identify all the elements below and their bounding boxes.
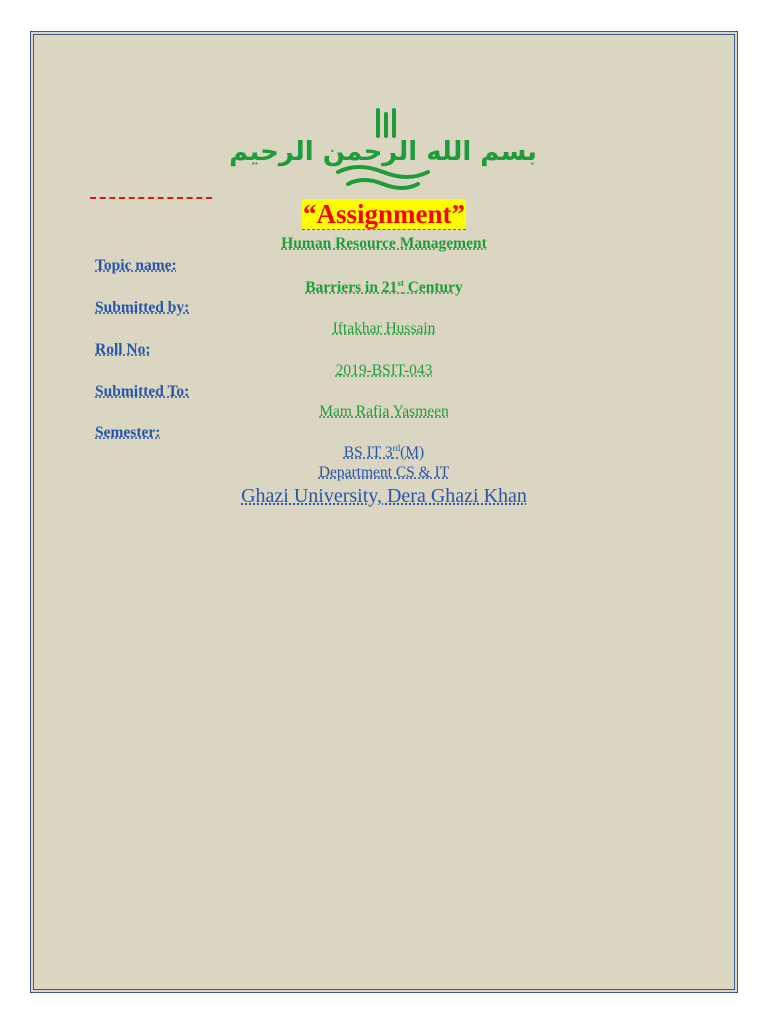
subject-text: Human Resource Management — [281, 235, 487, 252]
department-line — [0, 464, 768, 482]
bismillah-calligraphy-text: بسم الله الرحمن الرحيم — [229, 137, 537, 167]
submitted-to-value — [0, 403, 768, 421]
submitted-by-label: Submitted by: — [95, 299, 190, 316]
roll-no-value — [0, 362, 768, 380]
semester-value — [0, 443, 768, 462]
submitted-by-value — [0, 320, 768, 338]
roll-no-value-text: 2019-BSIT-043 — [335, 362, 433, 379]
roll-no-label: Roll No: — [95, 341, 151, 358]
submitted-by-value-text: Iftakhar Hussain — [332, 320, 436, 337]
department-text: Department CS & IT — [318, 464, 450, 481]
assignment-title — [0, 199, 768, 230]
topic-value-main: Barriers in 21 — [305, 279, 398, 297]
assignment-title-text: “Assignment” — [302, 199, 465, 229]
submitted-to-value-text: Mam Rafia Yasmeen — [319, 403, 449, 420]
semester-label: Semester: — [95, 424, 161, 441]
semester-value-main: BS IT 3 — [343, 444, 393, 462]
topic-value-sup: st — [397, 278, 404, 288]
topic-value — [0, 278, 768, 297]
semester-value-sup: rd — [392, 443, 401, 453]
subject-line — [0, 235, 768, 253]
submitted-to-label: Submitted To: — [95, 383, 190, 400]
university-line — [0, 485, 768, 508]
bismillah-calligraphy-logo — [229, 102, 537, 196]
topic-value-end: Century — [403, 279, 463, 297]
topic-label: Topic name: — [95, 257, 177, 274]
semester-value-end: (M) — [400, 444, 425, 462]
university-text: Ghazi University, Dera Ghazi Khan — [241, 485, 527, 507]
